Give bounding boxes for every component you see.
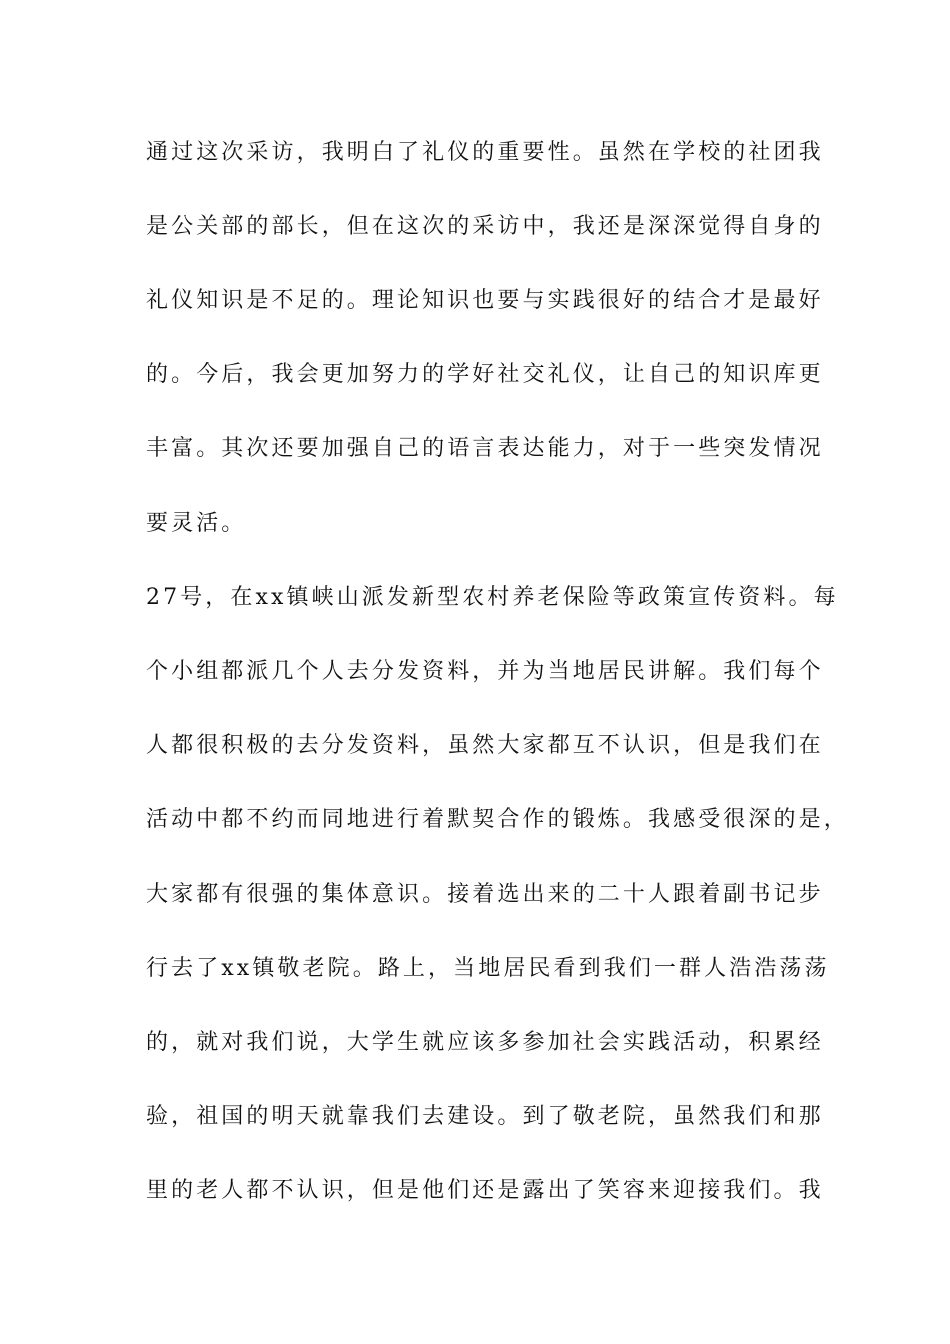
paragraph-1-line-2: 是公关部的部长，但在这次的采访中，我还是深深觉得自身的 [146, 214, 824, 239]
paragraph-2-line-7: 的，就对我们说，大学生就应该多参加社会实践活动，积累经 [146, 1030, 824, 1055]
paragraph-1-line-5: 丰富。其次还要加强自己的语言表达能力，对于一些突发情况 [146, 436, 824, 461]
paragraph-2-line-6: 行去了xx镇敬老院。路上，当地居民看到我们一群人浩浩荡荡 [146, 956, 830, 981]
paragraph-2-line-5: 大家都有很强的集体意识。接着选出来的二十人跟着副书记步 [146, 882, 824, 907]
paragraph-2-line-9: 里的老人都不认识，但是他们还是露出了笑容来迎接我们。我 [146, 1178, 824, 1203]
paragraph-2-line-4: 活动中都不约而同地进行着默契合作的锻炼。我感受很深的是， [146, 807, 849, 832]
paragraph-1-line-4: 的。今后，我会更加努力的学好社交礼仪，让自己的知识库更 [146, 362, 824, 387]
paragraph-2-line-1: 27号，在xx镇峡山派发新型农村养老保险等政策宣传资料。每 [146, 585, 839, 610]
paragraph-1-line-3: 礼仪知识是不足的。理论知识也要与实践很好的结合才是最好 [146, 288, 824, 313]
paragraph-2-line-8: 验，祖国的明天就靠我们去建设。到了敬老院，虽然我们和那 [146, 1104, 824, 1129]
paragraph-2-line-3: 人都很积极的去分发资料，虽然大家都互不认识，但是我们在 [146, 733, 824, 758]
paragraph-1-line-1: 通过这次采访，我明白了礼仪的重要性。虽然在学校的社团我 [146, 140, 824, 165]
paragraph-1-line-6: 要灵活。 [146, 511, 247, 536]
paragraph-2-line-2: 个小组都派几个人去分发资料，并为当地居民讲解。我们每个 [146, 659, 824, 684]
